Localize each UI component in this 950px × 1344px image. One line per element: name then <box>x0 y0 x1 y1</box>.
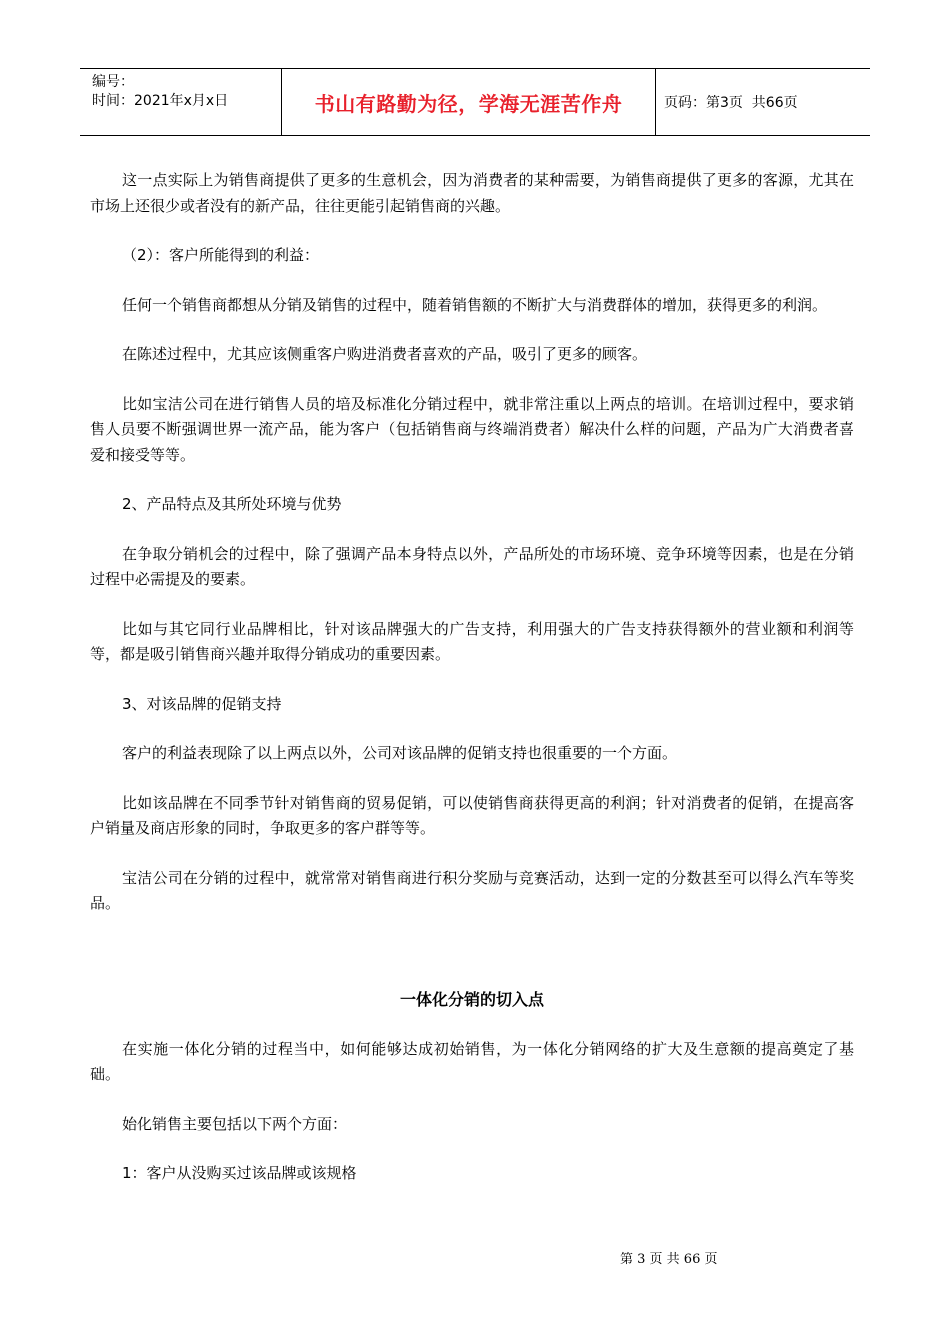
document-header <box>80 68 870 136</box>
header-page-info-cell <box>656 69 870 135</box>
paragraph: 在陈述过程中，尤其应该侧重客户购进消费者喜欢的产品，吸引了更多的顾客。 <box>122 345 648 363</box>
paragraph: 始化销售主要包括以下两个方面： <box>122 1114 348 1133</box>
paragraph: 客户的利益表现除了以上两点以外，公司对该品牌的促销支持也很重要的一个方面。 <box>122 744 678 762</box>
header-meta-cell <box>80 69 282 135</box>
document-body <box>90 168 854 1211</box>
subheading: 3、对该品牌的促销支持 <box>122 694 282 713</box>
paragraph: 在争取分销机会的过程中，除了强调产品本身特点以外，产品所处的市场环境、竞争环境等因素，也是在分销过程中必需提及的要素。 <box>90 544 854 588</box>
page-footer: 第 3 页 共 66 页 <box>620 1252 718 1267</box>
paragraph: 宝洁公司在分销的过程中，就常常对销售商进行积分奖励与竞赛活动，达到一定的分数甚至可以得么汽车等奖品。 <box>90 868 854 912</box>
subheading: 1：客户从没购买过该品牌或该规格 <box>122 1164 357 1182</box>
paragraph: 这一点实际上为销售商提供了更多的生意机会，因为消费者的某种需要，为销售商提供了更多的客源，尤其在市场上还很少或者没有的新产品，往往更能引起销售商的兴趣。 <box>90 171 854 215</box>
subheading: （2）：客户所能得到的利益： <box>122 246 320 264</box>
header-page-info: 页码：第3页 共66页 <box>664 95 798 111</box>
document-number-label: 编号： <box>92 74 134 90</box>
header-motto: 书山有路勤为径，学海无涯苦作舟 <box>282 69 656 135</box>
document-date: 时间：2021年x月x日 <box>92 93 229 109</box>
paragraph: 任何一个销售商都想从分销及销售的过程中，随着销售额的不断扩大与消费群体的增加，获得更多的利润。 <box>122 295 828 314</box>
paragraph: 比如宝洁公司在进行销售人员的培及标准化分销过程中，就非常注重以上两点的培训。在培训过程中，要求销售人员要不断强调世界一流产品，能为客户（包括销售商与终端消费者）解决什么样的问题，产品为广大消费者喜爱和接受等等。 <box>90 394 854 464</box>
subheading: 2、产品特点及其所处环境与优势 <box>122 495 342 513</box>
paragraph: 比如该品牌在不同季节针对销售商的贸易促销，可以使销售商获得更高的利润；针对消费者的促销，在提高客户销量及商店形象的同时，争取更多的客户群等等。 <box>90 793 854 837</box>
paragraph: 在实施一体化分销的过程当中，如何能够达成初始销售，为一体化分销网络的扩大及生意额的提高奠定了基础。 <box>90 1039 854 1083</box>
section-heading: 一体化分销的切入点 <box>399 989 544 1009</box>
paragraph: 比如与其它同行业品牌相比，针对该品牌强大的广告支持，利用强大的广告支持获得额外的营业额和利润等等，都是吸引销售商兴趣并取得分销成功的重要因素。 <box>90 619 854 663</box>
